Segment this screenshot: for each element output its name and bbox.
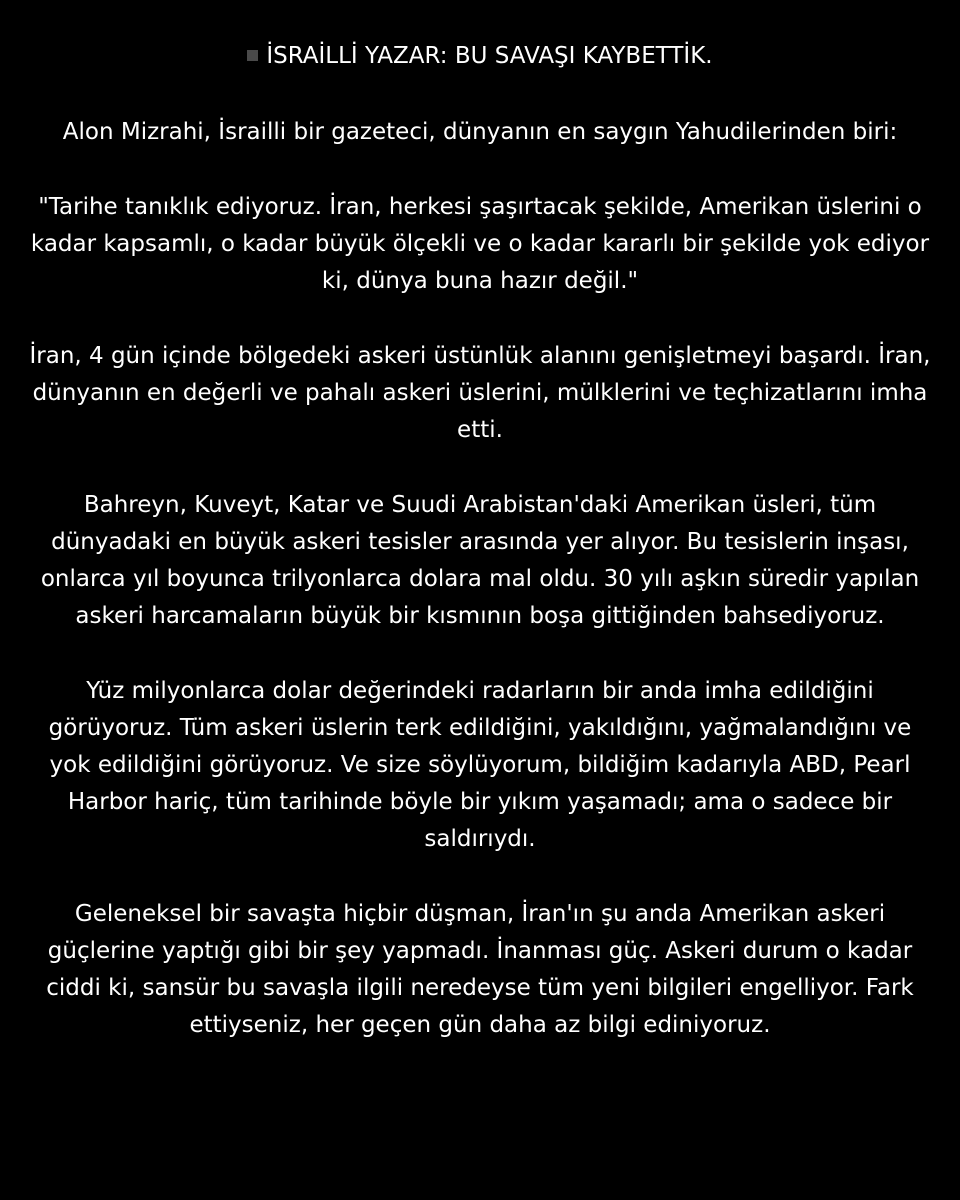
post-title bbox=[26, 38, 934, 74]
paragraph-intro: Alon Mizrahi, İsrailli bir gazeteci, dünyanın en saygın Yahudilerinden biri: bbox=[62, 119, 898, 145]
paragraph-radars: Yüz milyonlarca dolar değerindeki radarların bir anda imha edildiğini görüyoruz. Tüm askeri üslerin terk edildiğini, yakıldığını, yağmalandığını ve yok edildiğini görüyoruz. Ve size söylüyorum, bildiğim kadarıyla ABD, Pearl Harbor hariç, tüm tarihinde böyle bir yıkım yaşamadı; ama o sadece bir saldırıydı. bbox=[48, 678, 912, 852]
paragraph-quote: "Tarihe tanıklık ediyoruz. İran, herkesi şaşırtacak şekilde, Amerikan üslerini o kadar kapsamlı, o kadar büyük ölçekli ve o kadar kararlı bir şekilde yok ediyor ki, dünya buna hazır değil." bbox=[30, 194, 930, 294]
paragraph-iran-success: İran, 4 gün içinde bölgedeki askeri üstünlük alanını genişletmeyi başardı. İran, dünyanın en değerli ve pahalı askeri üslerini, mülklerini ve teçhizatlarını imha etti. bbox=[29, 343, 931, 443]
paragraph-bases: Bahreyn, Kuveyt, Katar ve Suudi Arabistan'daki Amerikan üsleri, tüm dünyadaki en büyük askeri tesisler arasında yer alıyor. Bu tesislerin inşası, onlarca yıl boyunca trilyonlarca dolara mal oldu. 30 yılı aşkın süredir yapılan askeri harcamaların büyük bir kısmının boşa gittiğinden bahsediyoruz. bbox=[40, 492, 920, 629]
square-bullet-icon bbox=[247, 50, 258, 61]
paragraph-conventional-war: Geleneksel bir savaşta hiçbir düşman, İran'ın şu anda Amerikan askeri güçlerine yaptığı gibi bir şey yapmadı. İnanması güç. Askeri durum o kadar ciddi ki, sansür bu savaşla ilgili neredeyse tüm yeni bilgileri engelliyor. Fark ettiyseniz, her geçen gün daha az bilgi ediniyoruz. bbox=[46, 901, 914, 1038]
post-title-text: İSRAİLLİ YAZAR: BU SAVAŞI KAYBETTİK. bbox=[266, 43, 713, 69]
